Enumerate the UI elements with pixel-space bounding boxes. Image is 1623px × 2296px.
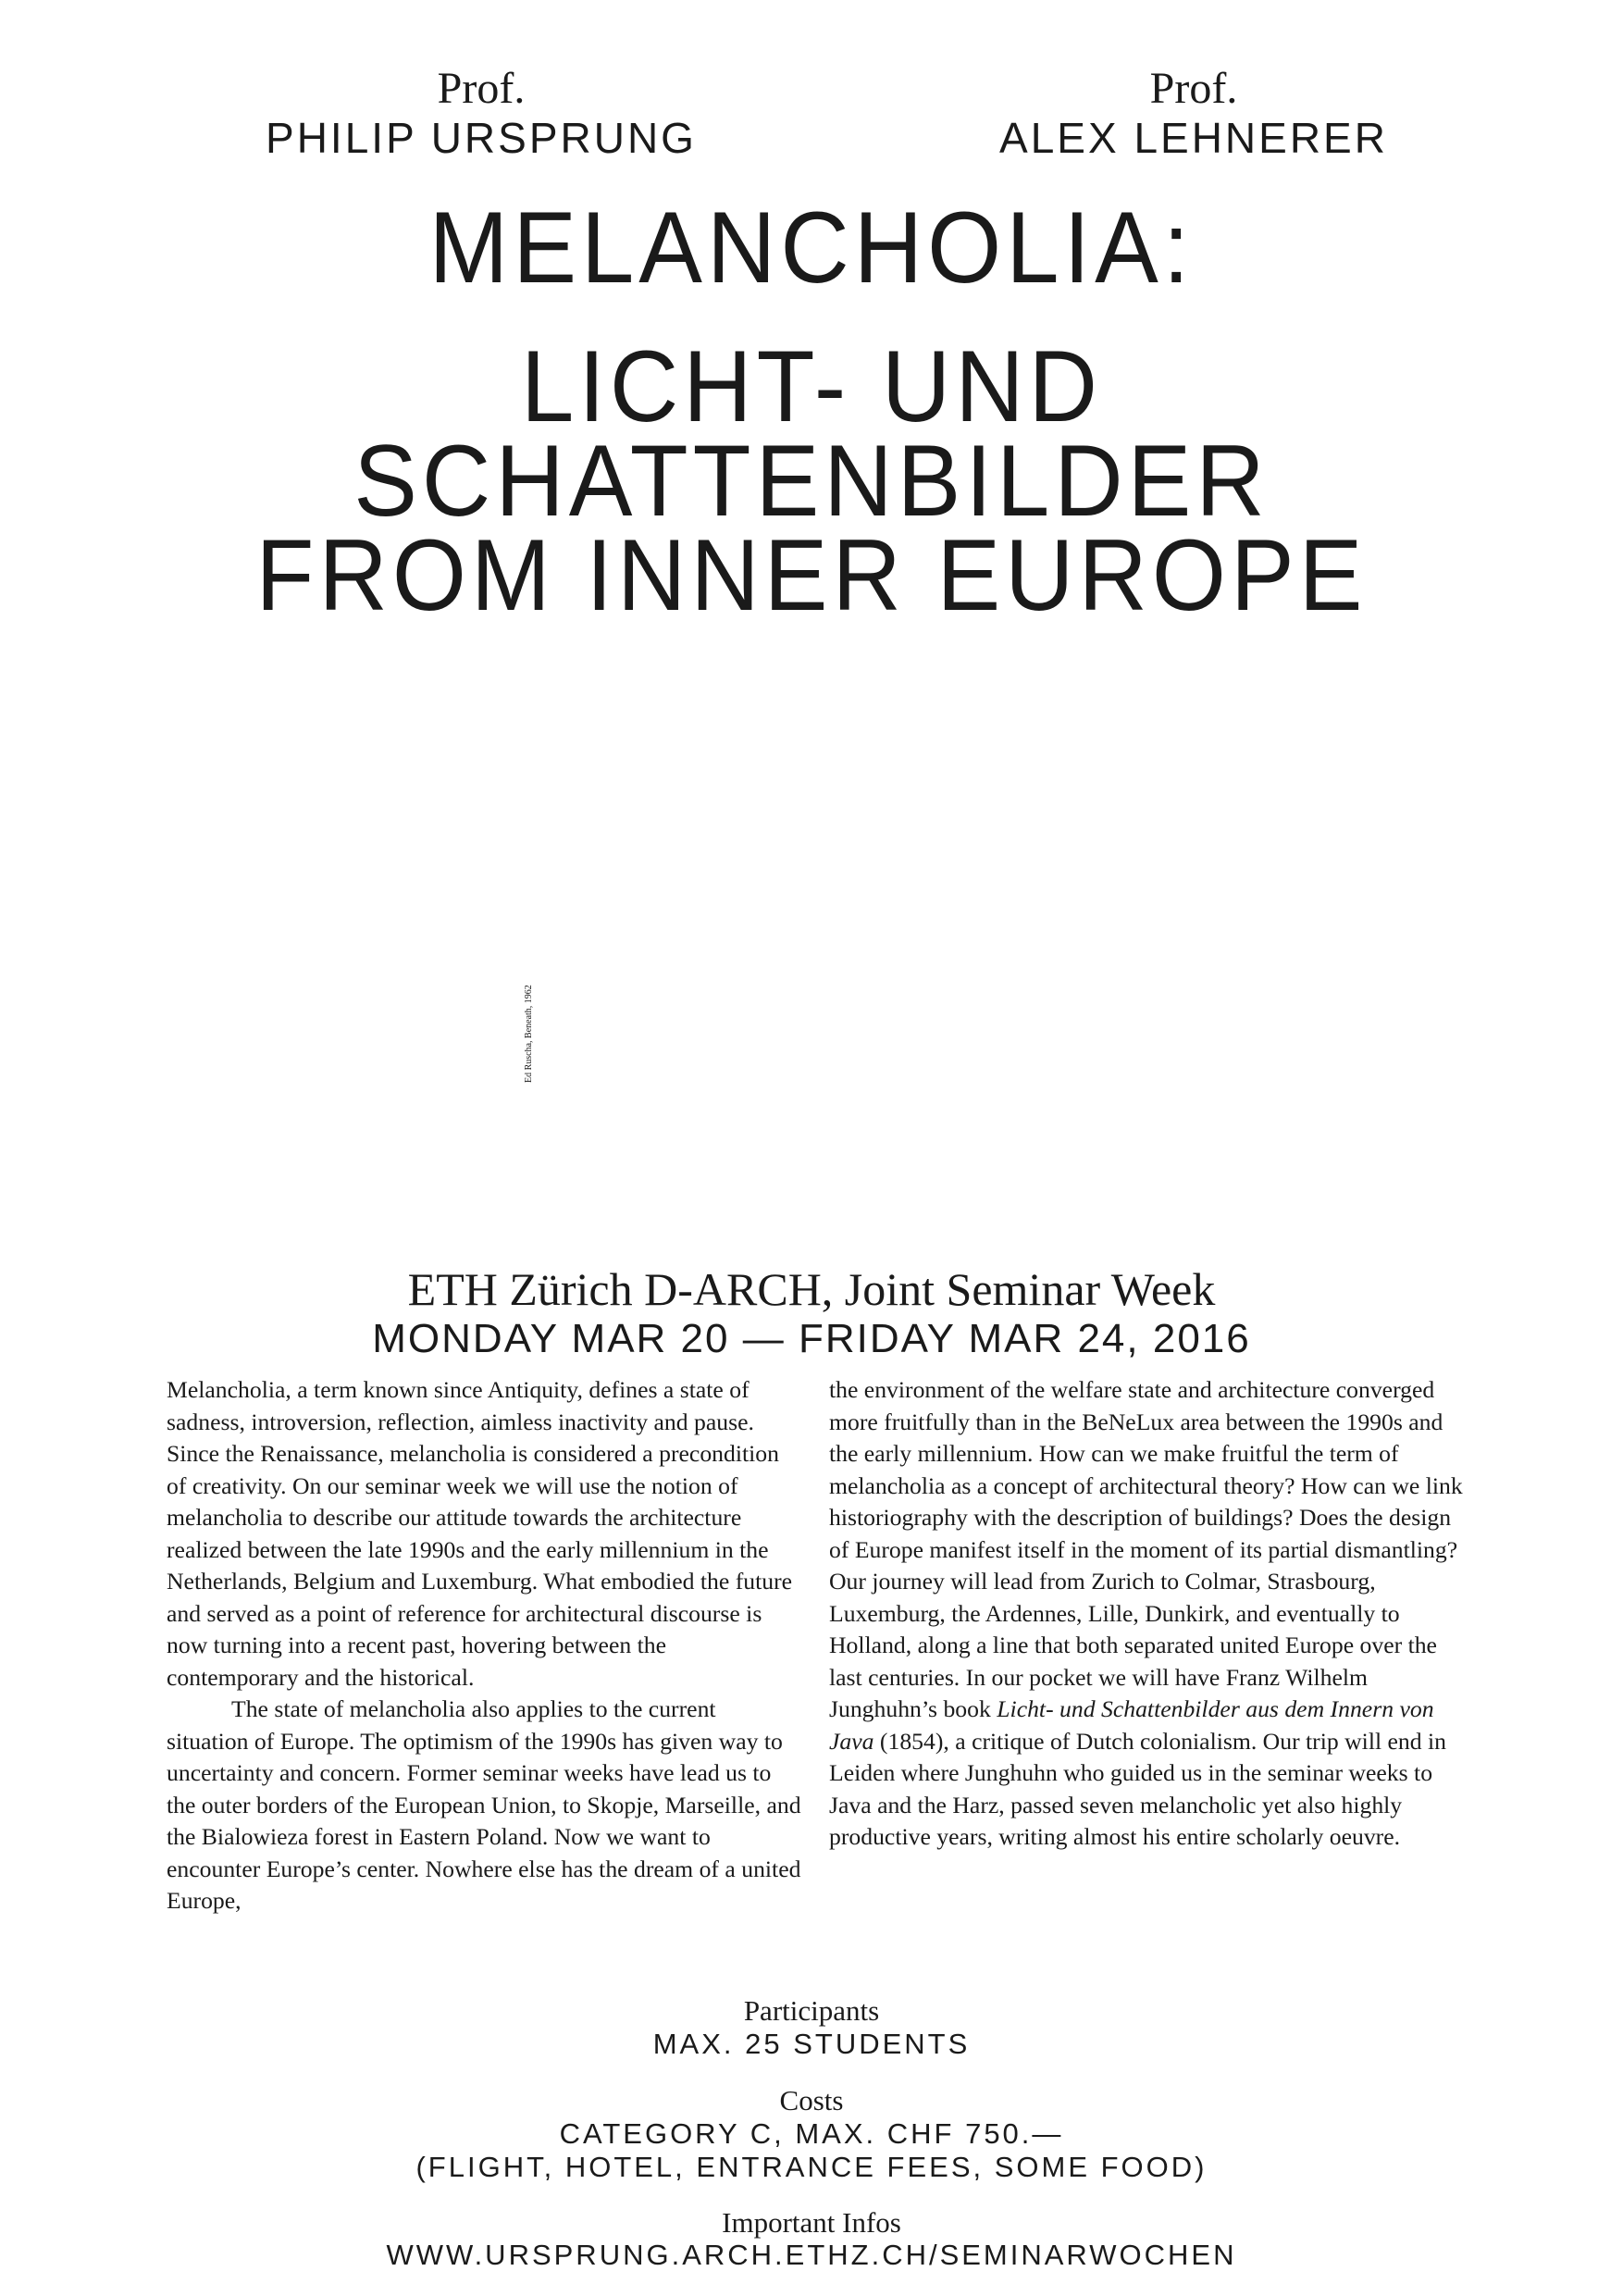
event-dates: MONDAY MAR 20 — FRIDAY MAR 24, 2016	[372, 1316, 1251, 1361]
body-column-right	[829, 1374, 1466, 1854]
title-line-2: LICHT- UND	[521, 329, 1102, 443]
professor-right-title: Prof.	[1149, 64, 1238, 113]
body-paragraph	[829, 1374, 1466, 1854]
title-line-4: FROM INNER EUROPE	[255, 518, 1368, 632]
title-line-1: MELANCHOLIA:	[428, 191, 1195, 304]
professor-left	[250, 64, 712, 162]
body-text: (1854), a critique of Dutch colonialism. Our trip will end in Leiden where Junghuhn who guided us in the seminar weeks to Java and the Harz, passed seven melancholic yet also highly productive years, writing almost his entire scholarly oeuvre.	[829, 1727, 1447, 1850]
professor-right-name: ALEX LEHNERER	[999, 114, 1388, 162]
professor-left-name: PHILIP URSPRUNG	[266, 114, 697, 162]
professor-right	[981, 64, 1406, 162]
event-subtitle: ETH Zürich D-ARCH, Joint Seminar Week	[407, 1263, 1216, 1315]
body-paragraph: The state of melancholia also applies to the current situation of Europe. The optimism of the 1990s has given way to uncertainty and concern. Former seminar weeks have lead us to the outer borders of the European Union, to Skopje, Marseille, and the Bialowieza forest in Eastern Poland. Now we want to encounter Europe’s center. Nowhere else has the dream of a united Europe,	[167, 1695, 801, 1914]
important-infos-link[interactable]: WWW.URSPRUNG.ARCH.ETHZ.CH/SEMINARWOCHEN	[386, 2239, 1237, 2271]
title-line-3: SCHATTENBILDER	[353, 424, 1270, 538]
important-infos-label: Important Infos	[722, 2206, 901, 2239]
body-text: the environment of the welfare state and architecture converged more fruitfully than in the BeNeLux area between the 1990s and the early millennium. How can we make fruitful the term of melancholia as a concept of architectural theory? How can we link historiography with the description of buildings? Does the design of Europe manifest itself in the moment of its partial dismantling? Our journey will lead from Zurich to Colmar, Strasbourg, Luxemburg, the Ardennes, Lille, Dunkirk, and eventually to Holland, along a line that both separated united Europe over the last centuries. In our pocket we will have Franz Wilhelm Junghuhn’s book	[829, 1376, 1463, 1722]
participants-label: Participants	[743, 1994, 880, 2027]
costs-value: CATEGORY C, MAX. CHF 750.—	[559, 2117, 1064, 2150]
participants-value: MAX. 25 STUDENTS	[652, 2028, 971, 2060]
professor-left-title: Prof.	[437, 64, 526, 113]
book-title: Licht- und Schattenbilder aus dem Innern von Java	[829, 1695, 1434, 1755]
costs-detail: (FLIGHT, HOTEL, ENTRANCE FEES, SOME FOOD)	[415, 2151, 1208, 2183]
body-paragraph: Melancholia, a term known since Antiquity, defines a state of sadness, introversion, reflection, aimless inactivity and pause. Since the Renaissance, melancholia is considered a precondition of creativity. On our seminar week we will use the notion of melancholia to describe our attitude towards the architecture realized between the late 1990s and the early millennium in the Netherlands, Belgium and Luxemburg. What embodied the future and served as a point of reference for architectural discourse is now turning into a recent past, hovering between the contemporary and the historical.	[167, 1376, 793, 1691]
body-column-left	[167, 1374, 803, 1917]
costs-label: Costs	[779, 2084, 844, 2116]
image-credit: Ed Ruscha, Beneath, 1962	[524, 985, 534, 1083]
